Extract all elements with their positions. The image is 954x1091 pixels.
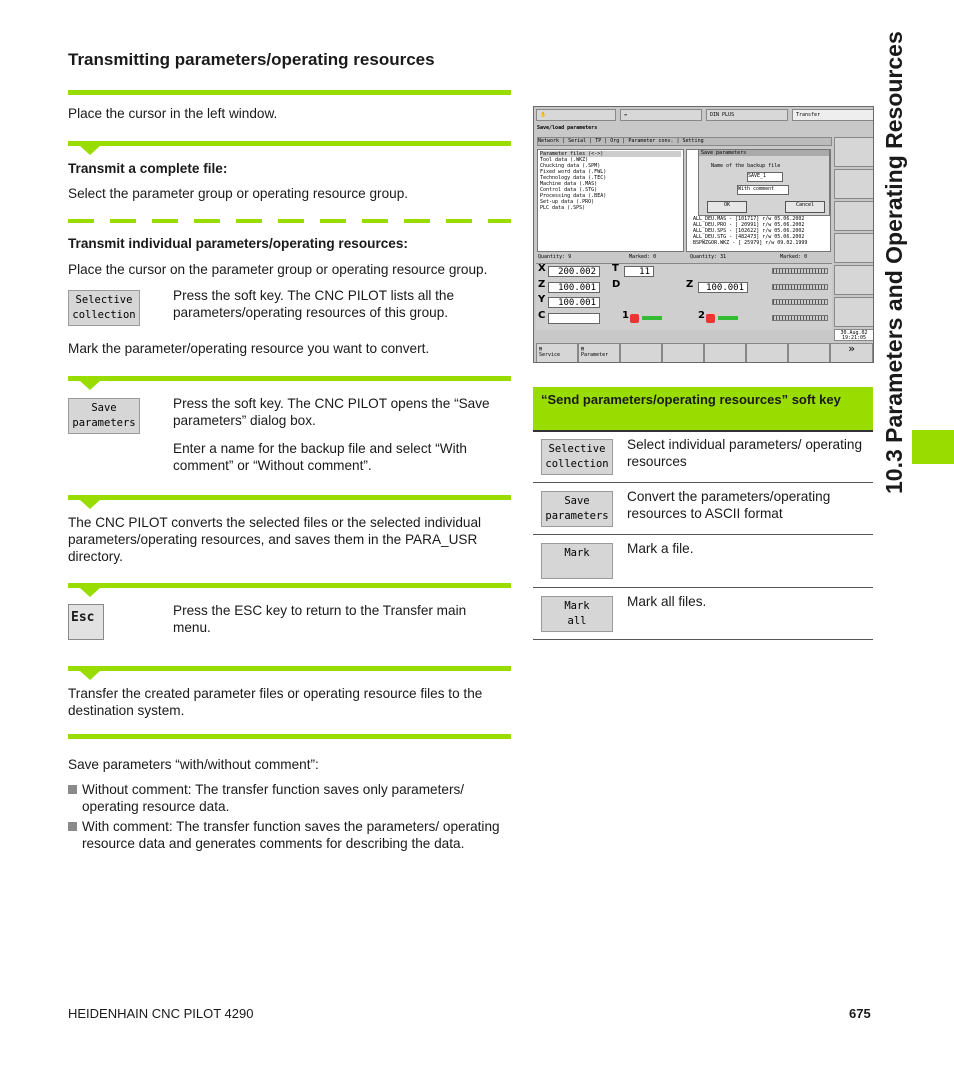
arrow-icon: ⇛ xyxy=(624,112,628,118)
bullet-icon xyxy=(68,822,77,831)
screen-softkey xyxy=(834,233,874,263)
table-header: “Send parameters/operating resources” soft key xyxy=(533,387,873,430)
footer-text: HEIDENHAIN CNC PILOT 4290 xyxy=(68,1006,254,1021)
step-text: Transfer the created parameter files or operating resource files to the destination system. xyxy=(68,686,483,718)
dialog-title: Save parameters xyxy=(699,150,829,156)
axis-meter xyxy=(772,284,828,290)
softkey-label: Parameter xyxy=(581,352,609,358)
left-window-title: Parameter files (<->) xyxy=(540,151,681,157)
spindle-stop-icon xyxy=(630,314,639,323)
step-text: Press the soft key. The CNC PILOT lists all the parameters/operating resources of this group. xyxy=(173,288,455,320)
screen-softkey xyxy=(620,343,662,363)
arrow-down-icon xyxy=(80,500,100,509)
service-softkey xyxy=(536,343,578,363)
arrow-down-icon xyxy=(80,381,100,390)
step-text: Select the parameter group or operating resource group. xyxy=(68,186,409,201)
step-text: Press the soft key. The CNC PILOT opens the “Save parameters” dialog box. xyxy=(173,396,490,428)
menu-item: Network xyxy=(538,138,560,144)
menu-item: Setting xyxy=(682,138,704,144)
y-position: 100.001 xyxy=(548,297,600,308)
page-title: Transmitting parameters/operating resources xyxy=(68,50,435,69)
softkey-line: all xyxy=(567,615,587,627)
step-heading: Transmit a complete file: xyxy=(68,161,228,176)
save-parameters-softkey xyxy=(541,491,613,527)
ok-button: OK xyxy=(707,201,747,213)
x-position: 200.002 xyxy=(548,266,600,277)
axis-label: C xyxy=(538,310,546,321)
tool-label: T xyxy=(612,263,619,274)
arrow-down-icon xyxy=(80,588,100,597)
status-quantity: Quantity: 9 xyxy=(538,254,572,260)
save-parameters-dialog xyxy=(698,149,830,216)
menu-item: Parameter conv. xyxy=(628,138,674,144)
dashed-separator xyxy=(68,219,511,223)
load-bar xyxy=(718,316,738,320)
side-title xyxy=(878,31,914,494)
axis-meter xyxy=(772,299,828,305)
spindle-number: 2 xyxy=(698,310,705,321)
comment-select: With comment xyxy=(737,185,789,195)
list-item: ALL_DEU.STG - [482473] r/w 05.06.2002 xyxy=(693,234,805,240)
list-item: Technology data (.TEC) xyxy=(540,175,607,181)
load-bar xyxy=(642,316,662,320)
screen-date: 30.Aug.02 xyxy=(840,330,868,336)
screen-softkey xyxy=(704,343,746,363)
section-bar xyxy=(68,666,511,671)
status-marked: Marked: 0 xyxy=(629,254,657,260)
list-item: ALL_DEU.SPS - [102622] r/w 05.06.2002 xyxy=(693,228,805,234)
z2-position: 100.001 xyxy=(698,282,748,293)
esc-key: Esc xyxy=(68,604,104,640)
axis-label: Z xyxy=(686,279,694,290)
table-rule xyxy=(533,534,873,535)
menu-item: Org xyxy=(610,138,620,144)
screen-softkey xyxy=(788,343,830,363)
mark-all-softkey xyxy=(541,596,613,632)
screen-softkey xyxy=(834,137,874,167)
section-bar xyxy=(68,583,511,588)
table-cell: Mark all files. xyxy=(627,594,707,609)
table-rule xyxy=(533,639,873,640)
tab-machine xyxy=(536,109,616,121)
screen-softkey xyxy=(662,343,704,363)
step-text: Place the cursor on the parameter group or operating resource group. xyxy=(68,262,488,277)
screen-softkey xyxy=(834,201,874,231)
spindle-number: 1 xyxy=(622,310,629,321)
list-item: Chucking data (.SPM) xyxy=(540,163,601,169)
step-text: Mark the parameter/operating resource you want to convert. xyxy=(68,341,430,356)
hand-icon: ✋ xyxy=(540,112,547,118)
axis-label: X xyxy=(538,263,546,274)
spindle-stop-icon xyxy=(706,314,715,323)
list-item: Fixed word data (.FWL) xyxy=(540,169,607,175)
screen-softkey xyxy=(834,169,874,199)
section-bar xyxy=(68,141,511,146)
softkey-line: Save xyxy=(91,402,117,414)
softkey-line: Selective xyxy=(75,294,133,306)
screen-time: 19:21:05 xyxy=(841,335,867,341)
axis-label: Z xyxy=(538,279,546,290)
z-position: 100.001 xyxy=(548,282,600,293)
tab-label: DIN PLUS xyxy=(710,112,735,118)
section-bar xyxy=(68,734,511,739)
bullet-text: Without comment: The transfer function saves only parameters/ operating resource data. xyxy=(82,782,465,814)
section-bar xyxy=(68,376,511,381)
step-heading: Transmit individual parameters/operating resources: xyxy=(68,236,408,251)
cancel-button: Cancel xyxy=(785,201,825,213)
list-item: Set-up data (.PRO) xyxy=(540,199,595,205)
side-title-text: 10.3 Parameters and Operating Resources xyxy=(881,31,907,494)
softkey-line: Mark xyxy=(564,547,590,559)
list-item: Processing data (.BEA) xyxy=(540,193,607,199)
service-icon: ▤ xyxy=(539,346,543,352)
softkey-line: Selective xyxy=(548,443,606,455)
list-item: ALL_DEU.PRO - [ 20991] r/w 05.06.2002 xyxy=(693,222,805,228)
cnc-screenshot: ✋ ⇛ DIN PLUS Transfer Save/load parameters Network | Serial | TP | Org | Parameter conv. | Setting Parameter files (<->) Tool data (.WKZ) Chucking data (.SPM) Fixed word data (.FWL) Technology data (.TEC) Machine data (.MAS) Control data (.STG) Processing data (.BEA) Set-up data (.PRO) PLC data (.SPS) ALL_DEU.MAS - [101717] r/w 05.06.2002 ALL_DEU.PRO - [ 20991] r/w 05.06.2002 ALL_DEU.SPS - [102622] r/w 05.06.2002 ALL_DEU.STG - [482473] r/w 05.06.2002 BSPWZGOR.WKZ - [ 25979] r/w 09.02.1999 Save parameters Name of the backup file SAVE_1 With comment OK Cancel Quantity: 9 Marked: 0 Quantity: 31 Marked: 0 X 200.002 Z 100.001 Y 100.001 C T 11 D Z 100.001 1 2 30.Aug.02 19:21:05 ▤ Service ▤ Parameter » xyxy=(533,106,874,363)
save-parameters-softkey xyxy=(68,398,140,434)
step-text: The CNC PILOT converts the selected files or the selected individual parameters/operating resources, and saves them in the PARA_USR directory. xyxy=(68,515,482,564)
menu-item: TP xyxy=(595,138,602,144)
list-item: Tool data (.WKZ) xyxy=(540,157,589,163)
table-cell: Convert the parameters/operating resources to ASCII format xyxy=(627,489,831,521)
selective-collection-softkey xyxy=(68,290,140,326)
status-quantity: Quantity: 31 xyxy=(690,254,727,260)
list-item: PLC data (.SPS) xyxy=(540,205,586,211)
more-softkey: » xyxy=(830,343,873,363)
list-item: Machine data (.MAS) xyxy=(540,181,598,187)
list-item: Control data (.STG) xyxy=(540,187,598,193)
screen-softkey xyxy=(746,343,788,363)
selective-collection-softkey xyxy=(541,439,613,475)
softkey-line: Mark xyxy=(564,600,590,612)
softkey-line: parameters xyxy=(72,417,136,429)
step-text: Place the cursor in the left window. xyxy=(68,106,278,121)
axis-meter xyxy=(772,268,828,274)
note-heading: Save parameters “with/without comment”: xyxy=(68,757,319,772)
bullet-text: With comment: The transfer function saves the parameters/ operating resource data and generates comments for describing the data. xyxy=(82,819,500,851)
tool-number: 11 xyxy=(624,266,654,277)
softkey-label: Service xyxy=(539,352,561,358)
step-text: Enter a name for the backup file and select “With comment” or “Without comment”. xyxy=(173,441,467,473)
softkey-line: parameters xyxy=(545,510,609,522)
axis-label: Y xyxy=(538,294,546,305)
screen-softkey xyxy=(834,297,874,327)
d-label: D xyxy=(612,279,621,290)
bullet-icon xyxy=(68,785,77,794)
list-item: ALL_DEU.MAS - [101717] r/w 05.06.2002 xyxy=(693,216,805,222)
left-window xyxy=(537,149,684,252)
tab-arrow xyxy=(620,109,702,121)
screen-title: Save/load parameters xyxy=(537,125,598,131)
section-bar xyxy=(68,495,511,500)
backup-name-field: SAVE_1 xyxy=(747,172,783,182)
tab-din-plus xyxy=(706,109,788,121)
tab-transfer xyxy=(792,109,874,121)
table-cell: Mark a file. xyxy=(627,541,694,556)
parameter-softkey xyxy=(578,343,620,363)
mark-softkey xyxy=(541,543,613,579)
softkey-line: collection xyxy=(545,458,609,470)
arrow-down-icon xyxy=(80,671,100,680)
page-number: 675 xyxy=(849,1006,871,1021)
table-rule xyxy=(533,482,873,483)
softkey-line: Save xyxy=(564,495,590,507)
side-tab xyxy=(912,430,954,464)
step-text: Press the ESC key to return to the Transfer main menu. xyxy=(173,603,467,635)
table-rule xyxy=(533,587,873,588)
list-item: BSPWZGOR.WKZ - [ 25979] r/w 09.02.1999 xyxy=(693,240,808,246)
menu-item: Serial xyxy=(568,138,587,144)
screen-softkey xyxy=(834,265,874,295)
axis-meter xyxy=(772,315,828,321)
parameter-icon: ▤ xyxy=(581,346,585,352)
table-rule xyxy=(533,430,873,432)
tab-label: Transfer xyxy=(796,112,821,118)
arrow-down-icon xyxy=(80,146,100,155)
table-cell: Select individual parameters/ operating resources xyxy=(627,437,863,469)
softkey-line: collection xyxy=(72,309,136,321)
status-marked: Marked: 0 xyxy=(780,254,808,260)
dialog-label: Name of the backup file xyxy=(711,163,781,169)
section-bar xyxy=(68,90,511,95)
